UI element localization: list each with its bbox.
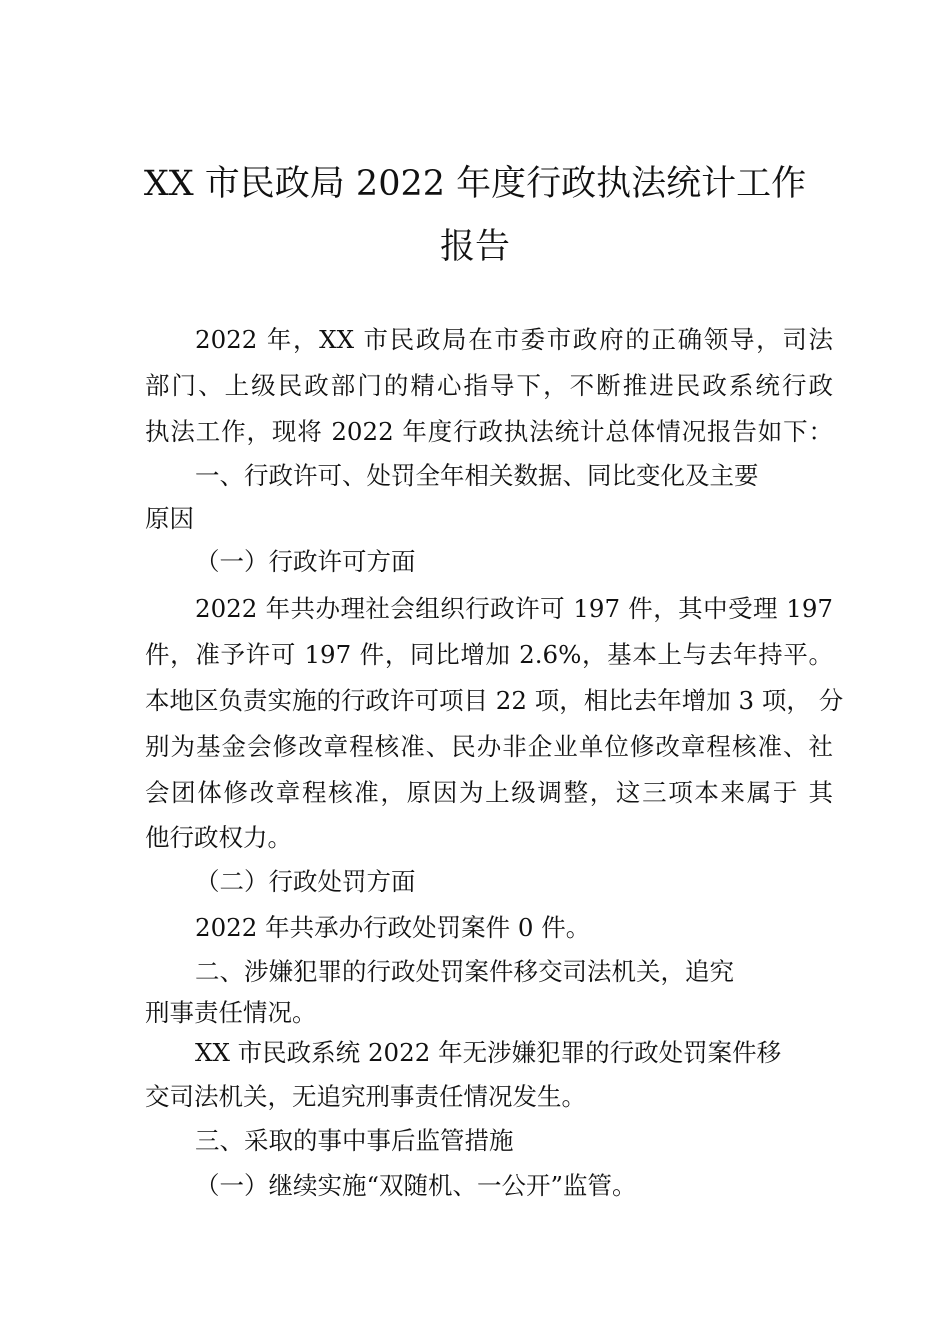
document-title-line-2: 报告: [439, 227, 510, 267]
paragraph-line: 执法工作，现将 2022 年度行政执法统计总体情况报告如下：: [145, 417, 833, 446]
section-heading: 三、采取的事中事后监管措施: [195, 1126, 514, 1155]
subsection-heading: （二）行政处罚方面: [195, 867, 416, 896]
paragraph-line: 他行政权力。: [145, 823, 292, 852]
paragraph-line: 件，准予许可 197 件，同比增加 2.6%，基本上与去年持平。: [145, 640, 833, 669]
document-title-line-1: XX 市民政局 2022 年度行政执法统计工作: [143, 164, 807, 204]
paragraph-line: 别为基金会修改章程核准、民办非企业单位修改章程核准、社: [145, 732, 833, 761]
section-heading-continued: 原因: [145, 504, 194, 533]
subsection-heading: （一）继续实施“双随机、一公开”监管。: [195, 1171, 637, 1200]
paragraph-line: 2022 年共办理社会组织行政许可 197 件，其中受理 197: [195, 594, 833, 623]
paragraph-line: 部门、上级民政部门的精心指导下，不断推进民政系统行政: [145, 371, 833, 400]
section-heading: 二、涉嫌犯罪的行政处罚案件移交司法机关，追究: [195, 957, 734, 986]
paragraph-line: XX 市民政系统 2022 年无涉嫌犯罪的行政处罚案件移: [195, 1038, 782, 1067]
paragraph-line: 会团体修改章程核准，原因为上级调整，这三项本来属于 其: [145, 778, 833, 807]
paragraph-line: 2022 年共承办行政处罚案件 0 件。: [195, 913, 591, 942]
subsection-heading: （一）行政许可方面: [195, 547, 416, 576]
paragraph-line: 本地区负责实施的行政许可项目 22 项，相比去年增加 3 项， 分: [145, 686, 844, 715]
paragraph-line: 2022 年，XX 市民政局在市委市政府的正确领导，司法: [195, 325, 833, 354]
paragraph-line: 交司法机关，无追究刑事责任情况发生。: [145, 1082, 586, 1111]
section-heading-continued: 刑事责任情况。: [145, 998, 317, 1027]
section-heading: 一、行政许可、处罚全年相关数据、同比变化及主要: [195, 461, 759, 490]
